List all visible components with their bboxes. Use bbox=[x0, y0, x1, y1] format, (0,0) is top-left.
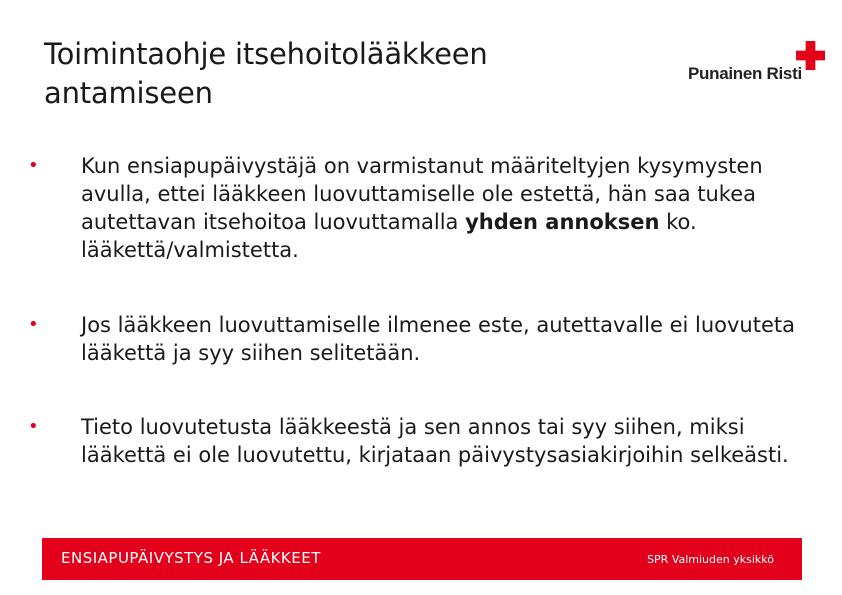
bullet-list bbox=[28, 152, 808, 469]
bullet-1-text-after: ko. lääkettä/valmistetta. bbox=[81, 210, 697, 262]
page-title bbox=[44, 35, 644, 113]
title-line-1: Toimintaohje itsehoitolääkkeen bbox=[44, 37, 488, 71]
bullet-2-text: Jos lääkkeen luovuttamiselle ilmenee este, autettavalle ei luovuteta lääkettä ja syy siihen selitetään. bbox=[81, 313, 795, 365]
footer-bar bbox=[42, 538, 802, 580]
logo-text: Punainen Risti bbox=[688, 64, 802, 83]
bullet-item-3 bbox=[28, 413, 808, 469]
bullet-icon: • bbox=[28, 416, 39, 437]
footer-title: ENSIAPUPÄIVYSTYS JA LÄÄKKEET bbox=[61, 549, 321, 567]
punainen-risti-logo bbox=[686, 40, 831, 90]
bullet-1-text-bold: yhden annoksen bbox=[465, 210, 660, 234]
footer-unit: SPR Valmiuden yksikkö bbox=[647, 553, 774, 566]
bullet-icon: • bbox=[28, 314, 39, 335]
bullet-item-1 bbox=[28, 152, 808, 264]
bullet-item-2 bbox=[28, 311, 808, 367]
bullet-icon: • bbox=[28, 155, 39, 176]
bullet-1-text-before: Kun ensiapupäivystäjä on varmistanut määriteltyjen kysymysten avulla, ettei lääkkeen luovuttamiselle ole estettä, hän saa tukea autettavan itsehoitoa luovuttamalla bbox=[81, 154, 763, 234]
title-line-2: antamiseen bbox=[44, 76, 213, 110]
bullet-3-text: Tieto luovutetusta lääkkeestä ja sen annos tai syy siihen, miksi lääkettä ei ole luovutettu, kirjataan päivystysasiakirjoihin selkeästi. bbox=[81, 415, 789, 467]
